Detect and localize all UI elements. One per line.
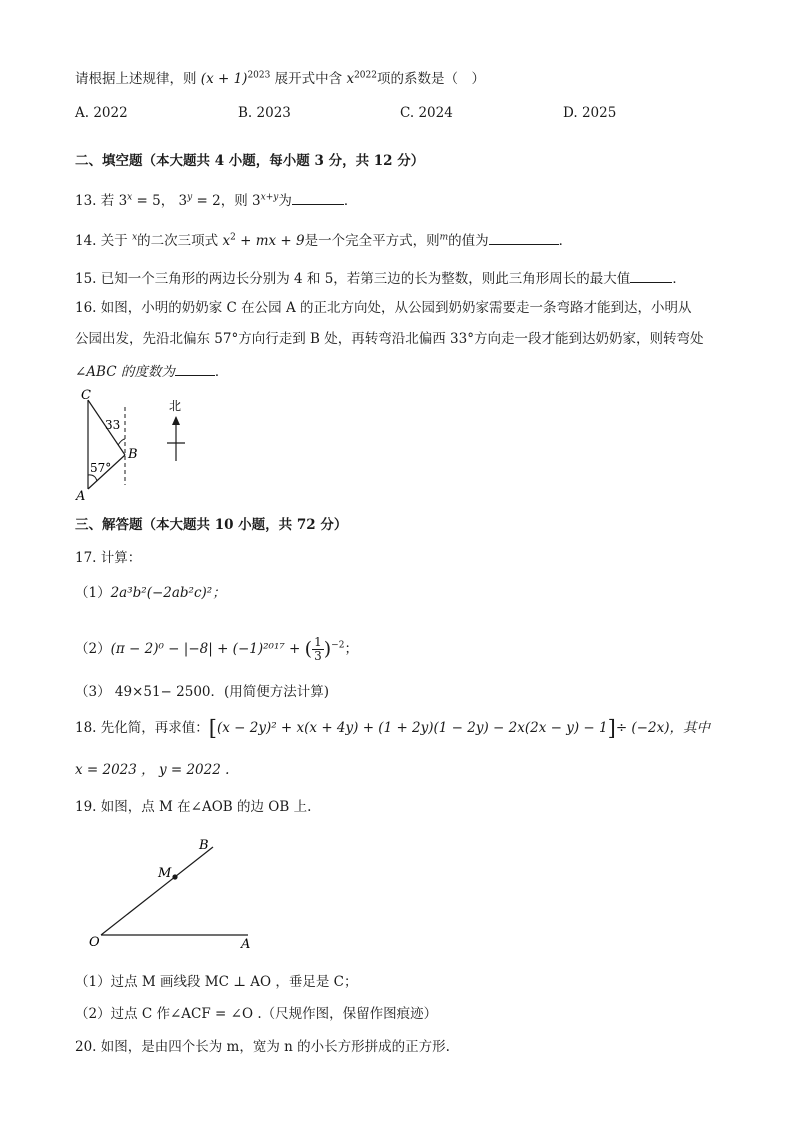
q15: 15. 已知一个三角形的两边长分别为 4 和 5，若第三边的长为整数，则此三角形周长的最大值 ．	[75, 268, 686, 288]
q19-figure	[85, 835, 260, 955]
fraction-denominator: 3	[314, 649, 322, 663]
label-a: A	[241, 937, 251, 952]
q14-mid2: 是一个完全平方式，则	[304, 233, 440, 249]
q14-var2: m	[439, 232, 449, 243]
q14-number: 14.	[75, 233, 97, 249]
q18-line1: 18. 先化简，再求值：[(x − 2y)² + x(x + 4y) + (1 + 2y)(1 − 2y) − 2x(2x − y) − 1]÷ (−2x)，其中	[75, 716, 710, 740]
label-m: M	[158, 866, 172, 881]
q19-stem: 19. 如图，点 M 在∠AOB 的边 OB 上.	[75, 799, 312, 815]
label-b: B	[128, 447, 138, 462]
ray-ob	[101, 847, 213, 935]
q17-p2-expr: (π − 2)⁰ − |−8| + (−1)²⁰¹⁷ +	[110, 641, 301, 657]
q14-var: x	[132, 232, 138, 243]
q19-part1: （1）过点 M 画线段 MC ⊥ AO ，垂足是 C；	[75, 974, 358, 990]
q20-stem: 20. 如图，是由四个长为 m，宽为 n 的小长方形拼成的正方形.	[75, 1039, 450, 1055]
label-a: A	[76, 489, 86, 504]
q17-part2: （2）(π − 2)⁰ − |−8| + (−1)²⁰¹⁷ + ( $\frac{1}{3}$ )$^{-2}$；	[75, 635, 358, 663]
fraction-numerator: 1	[314, 635, 322, 649]
q14-expr-rest: + mx + 9	[240, 233, 305, 249]
q14-expr-exp: 2	[230, 232, 236, 243]
q12-stem-mid: 展开式中含	[274, 71, 343, 87]
q15-text: 15. 已知一个三角形的两边长分别为 4 和 5，若第三边的长为整数，则此三角形周长的最大值	[75, 271, 631, 287]
q12-stem-post: 项的系数是（ ）	[376, 71, 485, 87]
angle-arc-33	[118, 439, 125, 445]
q12-base: (x + 1)	[200, 71, 248, 87]
option-value: 2023	[256, 105, 291, 121]
section2-heading: 二、填空题（本大题共 4 小题，每小题 3 分，共 12 分）	[75, 153, 425, 169]
option-value: 2022	[93, 105, 128, 121]
q12-stem	[75, 70, 485, 88]
q12-option-d	[563, 105, 616, 121]
q14: 14. 关于 $^x$的二次三项式 $x^2$ + mx + 9是一个完全平方式，则$^m$的值为 ．	[75, 230, 572, 250]
q12-option-c	[400, 105, 453, 121]
q13-post: 为	[278, 193, 292, 209]
q12-exp: 2023	[247, 70, 271, 81]
q18-post: ÷ (−2x)，其中	[615, 720, 710, 736]
q13-e3-exp: x+y	[260, 192, 279, 203]
option-label: B.	[238, 105, 253, 121]
q14-answer-blank[interactable]	[489, 230, 559, 245]
label-c: C	[81, 388, 91, 403]
q17-p1-expr: 2a³b²(−2ab²c)²；	[110, 585, 226, 601]
q13-e3: 3	[252, 193, 261, 209]
angle-arc-57	[88, 475, 97, 481]
q13-e2-val: = 2，则	[196, 193, 248, 209]
q13-pre: 若	[100, 193, 115, 209]
q16-line3: ∠ABC 的度数为 ．	[75, 361, 228, 381]
q16-line2: 公园出发，先沿北偏东 57°方向行走到 B 处，再转弯沿北偏西 33°方向走一段才能到达奶奶家，则转弯处	[75, 331, 704, 347]
q14-expr-base: x	[222, 233, 231, 249]
q16-answer-blank[interactable]	[175, 361, 215, 376]
q13-e2: 3	[178, 193, 188, 209]
q18-expr: (x − 2y)² + x(x + 4y) + (1 + 2y)(1 − 2y) − 2x(2x − y) − 1	[216, 720, 608, 736]
q17-p2-exp: −2	[331, 640, 345, 651]
option-label: D.	[563, 105, 578, 121]
q15-answer-blank[interactable]	[630, 268, 672, 283]
option-label: A.	[75, 105, 90, 121]
option-value: 2025	[581, 105, 617, 121]
q14-pre: 关于	[100, 233, 128, 249]
option-label: C.	[400, 105, 415, 121]
q16-line3-text: ∠ABC 的度数为	[75, 364, 175, 380]
q17-part3: （3） 49×51− 2500．(用简便方法计算)	[75, 684, 330, 700]
label-b: B	[199, 838, 209, 853]
label-o: O	[89, 935, 100, 950]
angle-label-33: 33	[105, 418, 121, 432]
q13-e1: 3	[118, 193, 128, 209]
q18-line2: x = 2023 ， y = 2022 .	[75, 762, 230, 778]
q13-e2-exp: y	[187, 192, 193, 203]
point-m	[172, 874, 177, 879]
q13: 13. 若 3$^x$ = 5， 3$^y$ = 2，则 $3^{x+y}$为 ．	[75, 190, 357, 210]
north-arrow-icon	[172, 416, 180, 425]
q14-post: 的值为	[448, 233, 489, 249]
north-label: 北	[169, 399, 182, 413]
q17-part1	[75, 584, 226, 602]
q12-option-b	[238, 105, 291, 121]
q13-number: 13.	[75, 193, 97, 209]
q12-stem-pre: 请根据上述规律，则	[75, 71, 197, 87]
q16-line1: 16. 如图，小明的奶奶家 C 在公园 A 的正北方向处，从公园到奶奶家需要走一条弯路才能到达，小明从	[75, 300, 692, 316]
q13-e1-exp: x	[127, 192, 133, 203]
q17-p2-fraction	[312, 636, 324, 663]
section3-heading: 三、解答题（本大题共 10 小题，共 72 分）	[75, 517, 348, 533]
q17-p2-end: ；	[344, 641, 358, 657]
q12-var: x	[346, 71, 355, 87]
q12-option-a	[75, 105, 128, 121]
angle-label-57: 57°	[90, 461, 112, 475]
q17-title: 17. 计算：	[75, 550, 142, 566]
q13-answer-blank[interactable]	[292, 190, 344, 205]
option-value: 2024	[418, 105, 453, 121]
q12-var-exp: 2022	[354, 70, 377, 81]
q14-mid: 的二次三项式	[137, 233, 219, 249]
q16-figure	[70, 385, 210, 507]
q17-p1-label: （1）	[75, 585, 111, 601]
q18-pre: 18. 先化简，再求值：	[75, 720, 209, 736]
q17-p2-label: （2）	[75, 641, 111, 657]
q13-e1-val: = 5，	[136, 193, 175, 209]
q19-part2: （2）过点 C 作∠ACF = ∠O .（尺规作图，保留作图痕迹）	[75, 1006, 438, 1022]
